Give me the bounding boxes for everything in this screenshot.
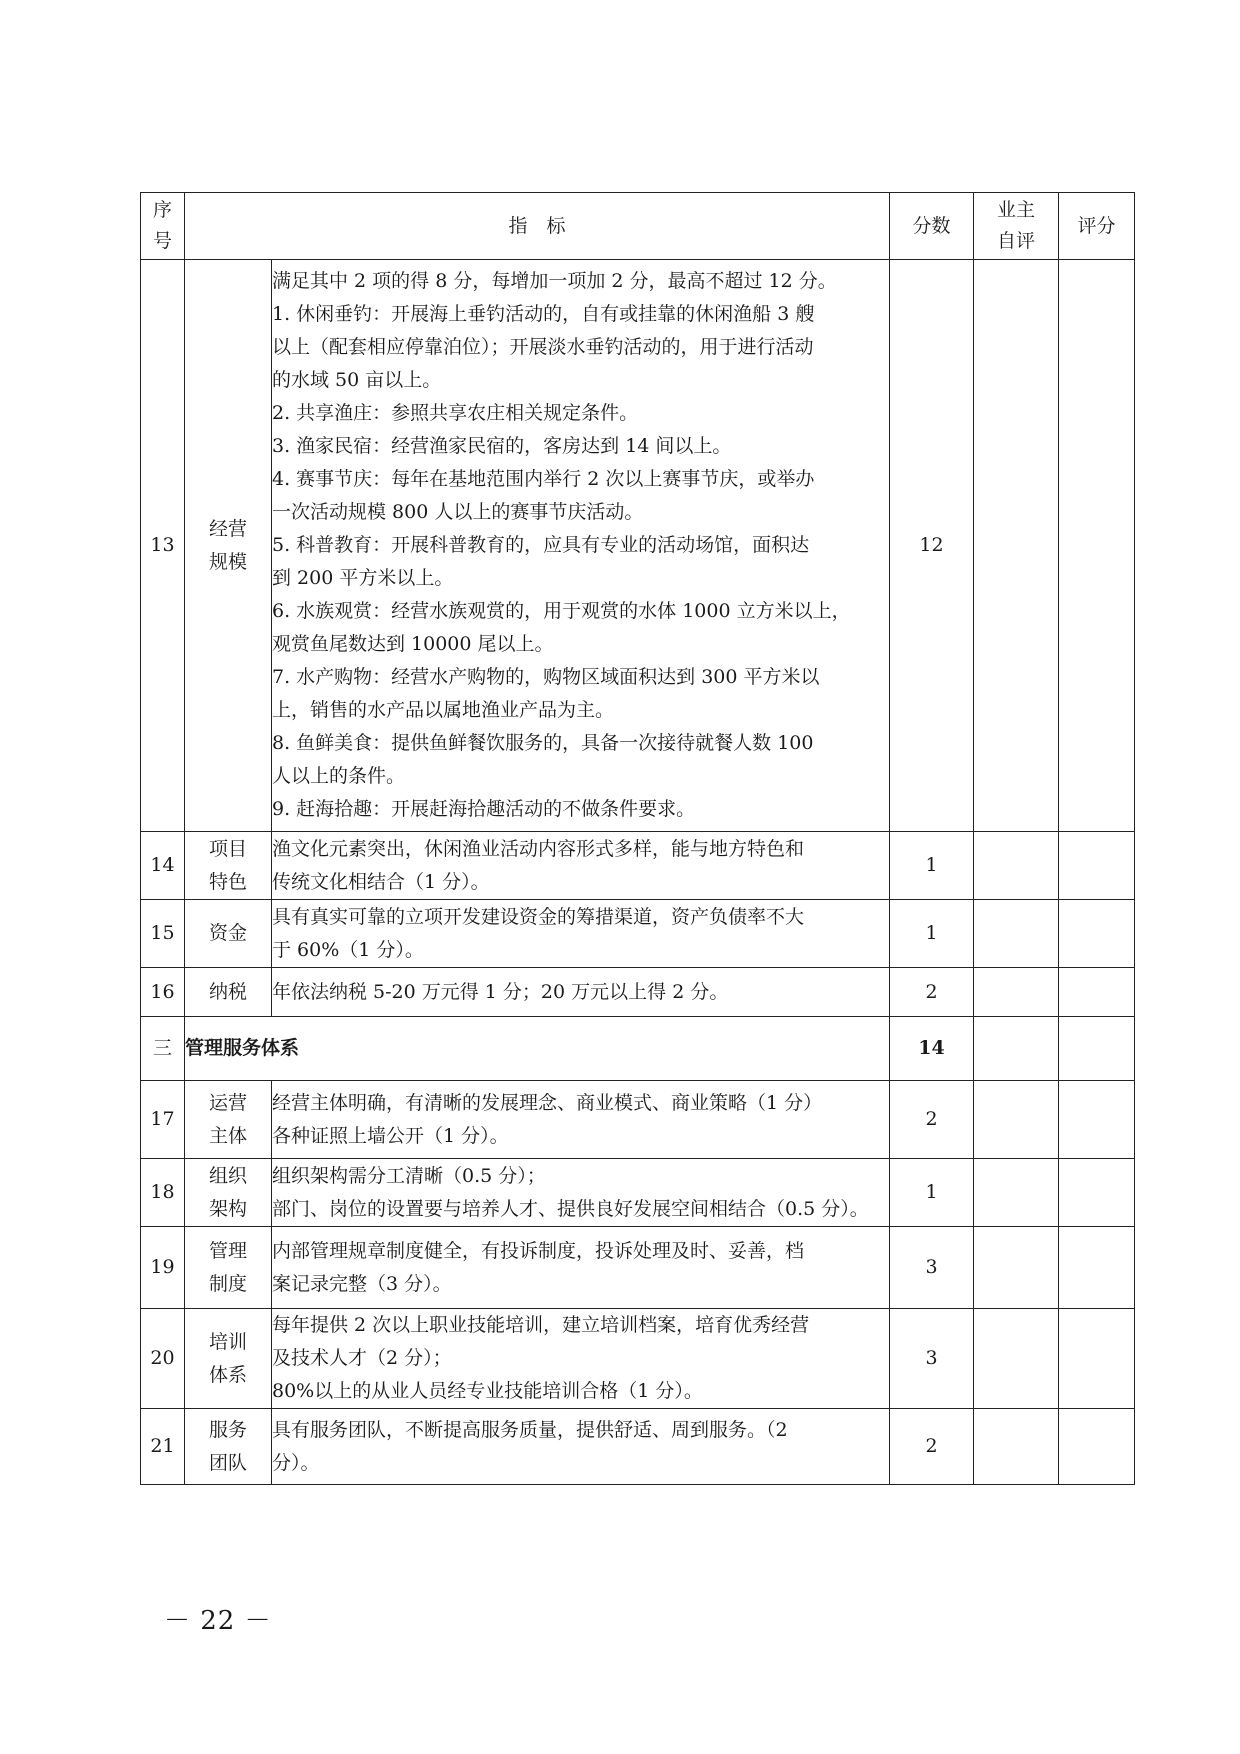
criteria-line: 满足其中 2 项的得 8 分，每增加一项加 2 分，最高不超过 12 分。: [272, 270, 837, 292]
row-number: 17: [141, 1081, 185, 1159]
table-row: [141, 900, 1135, 968]
table-body: [141, 193, 1135, 1485]
grade-cell: [1059, 900, 1135, 968]
criteria-line: 部门、岗位的设置要与培养人才、提供良好发展空间相结合（0.5 分）。: [272, 1197, 869, 1220]
criteria-line: 传统文化相结合（1 分）。: [272, 870, 490, 893]
row-number: 20: [141, 1309, 185, 1409]
grade-cell: [1059, 832, 1135, 900]
row-category: [185, 832, 272, 900]
row-criteria: [272, 1159, 890, 1227]
table-header-row: [141, 193, 1135, 260]
row-criteria: [272, 1227, 890, 1309]
table-row: [141, 968, 1135, 1017]
criteria-line: 组织架构需分工清晰（0.5 分）；: [272, 1164, 546, 1187]
criteria-line: 于 60%（1 分）。: [272, 938, 424, 961]
row-score: 1: [890, 900, 974, 968]
row-number: 18: [141, 1159, 185, 1227]
grade-cell: [1059, 1081, 1135, 1159]
row-category-text: 资金: [208, 922, 247, 944]
grade-cell: [1059, 1309, 1135, 1409]
row-category: [185, 1309, 272, 1409]
section-number: 三: [141, 1017, 185, 1081]
criteria-line: 及技术人才（2 分）；: [272, 1347, 452, 1369]
table-row: [141, 1309, 1135, 1409]
criteria-line: 一次活动规模 800 人以上的赛事节庆活动。: [272, 501, 644, 523]
row-score: 1: [890, 1159, 974, 1227]
row-category-text: 服务 团队: [208, 1418, 247, 1474]
row-category-text: 纳税: [208, 980, 247, 1003]
grade-cell: [1059, 1017, 1135, 1081]
criteria-line: 上，销售的水产品以属地渔业产品为主。: [272, 699, 615, 721]
row-category-text: 管理 制度: [208, 1239, 247, 1295]
row-criteria: [272, 260, 890, 832]
grade-cell: [1059, 968, 1135, 1017]
row-category: [185, 1409, 272, 1485]
row-category: [185, 1227, 272, 1309]
row-criteria: [272, 1309, 890, 1409]
row-category: [185, 968, 272, 1017]
grade-cell: [1059, 1409, 1135, 1485]
criteria-line: 观赏鱼尾数达到 10000 尾以上。: [272, 633, 554, 655]
table-row: [141, 1159, 1135, 1227]
self-evaluation-cell: [974, 1159, 1059, 1227]
criteria-line: 人以上的条件。: [272, 765, 406, 787]
header-serial-number: [141, 193, 185, 260]
row-category-text: 运营 主体: [208, 1091, 247, 1147]
row-number: 13: [141, 260, 185, 832]
row-score: 2: [890, 1081, 974, 1159]
self-evaluation-cell: [974, 260, 1059, 832]
header-score: 分数: [890, 193, 974, 260]
criteria-line: 4. 赛事节庆：每年在基地范围内举行 2 次以上赛事节庆，或举办: [272, 468, 815, 490]
criteria-line: 渔文化元素突出，休闲渔业活动内容形式多样，能与地方特色和: [272, 837, 805, 860]
criteria-line: 5. 科普教育：开展科普教育的，应具有专业的活动场馆，面积达: [272, 534, 810, 556]
row-category-text: 项目 特色: [208, 837, 247, 893]
self-evaluation-cell: [974, 1081, 1059, 1159]
self-evaluation-cell: [974, 1409, 1059, 1485]
row-score: 12: [890, 260, 974, 832]
self-evaluation-cell: [974, 968, 1059, 1017]
criteria-line: 1. 休闲垂钓：开展海上垂钓活动的，自有或挂靠的休闲渔船 3 艘: [272, 303, 815, 325]
row-category: [185, 260, 272, 832]
criteria-line: 具有服务团队，不断提高服务质量，提供舒适、周到服务。（2: [272, 1418, 788, 1441]
criteria-line: 经营主体明确，有清晰的发展理念、商业模式、商业策略（1 分）: [272, 1091, 823, 1114]
criteria-line: 案记录完整（3 分）。: [272, 1272, 452, 1295]
criteria-line: 80%以上的从业人员经专业技能培训合格（1 分）。: [272, 1380, 703, 1402]
self-evaluation-cell: [974, 900, 1059, 968]
criteria-line: 8. 鱼鲜美食：提供鱼鲜餐饮服务的，具备一次接待就餐人数 100: [272, 732, 814, 754]
criteria-line: 内部管理规章制度健全，有投诉制度，投诉处理及时、妥善，档: [272, 1239, 805, 1262]
row-criteria: [272, 900, 890, 968]
row-category: [185, 900, 272, 968]
criteria-line: 到 200 平方米以上。: [272, 567, 454, 589]
grade-cell: [1059, 1159, 1135, 1227]
criteria-line: 2. 共享渔庄：参照共享农庄相关规定条件。: [272, 402, 639, 424]
row-score: 3: [890, 1309, 974, 1409]
section-title: 管理服务体系: [185, 1017, 890, 1081]
criteria-line: 6. 水族观赏：经营水族观赏的，用于观赏的水体 1000 立方米以上，: [272, 600, 851, 622]
self-evaluation-cell: [974, 1017, 1059, 1081]
header-serial-text: 序 号: [152, 199, 172, 252]
table-row: [141, 260, 1135, 832]
row-number: 21: [141, 1409, 185, 1485]
row-number: 14: [141, 832, 185, 900]
criteria-line: 各种证照上墙公开（1 分）。: [272, 1124, 509, 1147]
self-evaluation-cell: [974, 832, 1059, 900]
criteria-line: 的水域 50 亩以上。: [272, 369, 442, 391]
grade-cell: [1059, 260, 1135, 832]
table-row: [141, 1227, 1135, 1309]
row-number: 15: [141, 900, 185, 968]
row-criteria: [272, 1081, 890, 1159]
criteria-line: 每年提供 2 次以上职业技能培训，建立培训档案，培育优秀经营: [272, 1314, 810, 1336]
header-self-evaluation-text: 业主 自评: [997, 199, 1036, 252]
section-row: [141, 1017, 1135, 1081]
criteria-line: 以上（配套相应停靠泊位）；开展淡水垂钓活动的，用于进行活动: [272, 336, 814, 358]
evaluation-table: [140, 192, 1135, 1485]
row-criteria: [272, 832, 890, 900]
row-category-text: 经营 规模: [208, 517, 247, 573]
self-evaluation-cell: [974, 1227, 1059, 1309]
criteria-line: 具有真实可靠的立项开发建设资金的筹措渠道，资产负债率不大: [272, 905, 805, 928]
grade-cell: [1059, 1227, 1135, 1309]
section-score: 14: [890, 1017, 974, 1081]
self-evaluation-cell: [974, 1309, 1059, 1409]
row-category-text: 组织 架构: [208, 1164, 247, 1220]
header-grade: 评分: [1059, 193, 1135, 260]
row-score: 2: [890, 968, 974, 1017]
row-category-text: 培训 体系: [208, 1330, 247, 1386]
page-number: － 22 －: [164, 1606, 272, 1636]
row-category: [185, 1159, 272, 1227]
row-score: 2: [890, 1409, 974, 1485]
criteria-line: 分）。: [272, 1451, 320, 1474]
criteria-line: 7. 水产购物：经营水产购物的，购物区域面积达到 300 平方米以: [272, 666, 820, 688]
header-self-evaluation: [974, 193, 1059, 260]
row-score: 1: [890, 832, 974, 900]
criteria-line: 3. 渔家民宿：经营渔家民宿的，客房达到 14 间以上。: [272, 435, 732, 457]
row-number: 19: [141, 1227, 185, 1309]
criteria-line: 9. 赶海拾趣：开展赶海拾趣活动的不做条件要求。: [272, 798, 696, 820]
header-criteria: 指 标: [185, 193, 890, 260]
table-row: [141, 1409, 1135, 1485]
row-category: [185, 1081, 272, 1159]
criteria-line: 年依法纳税 5-20 万元得 1 分；20 万元以上得 2 分。: [272, 980, 729, 1003]
table-row: [141, 832, 1135, 900]
row-score: 3: [890, 1227, 974, 1309]
row-criteria: [272, 1409, 890, 1485]
table-row: [141, 1081, 1135, 1159]
row-number: 16: [141, 968, 185, 1017]
row-criteria: [272, 968, 890, 1017]
